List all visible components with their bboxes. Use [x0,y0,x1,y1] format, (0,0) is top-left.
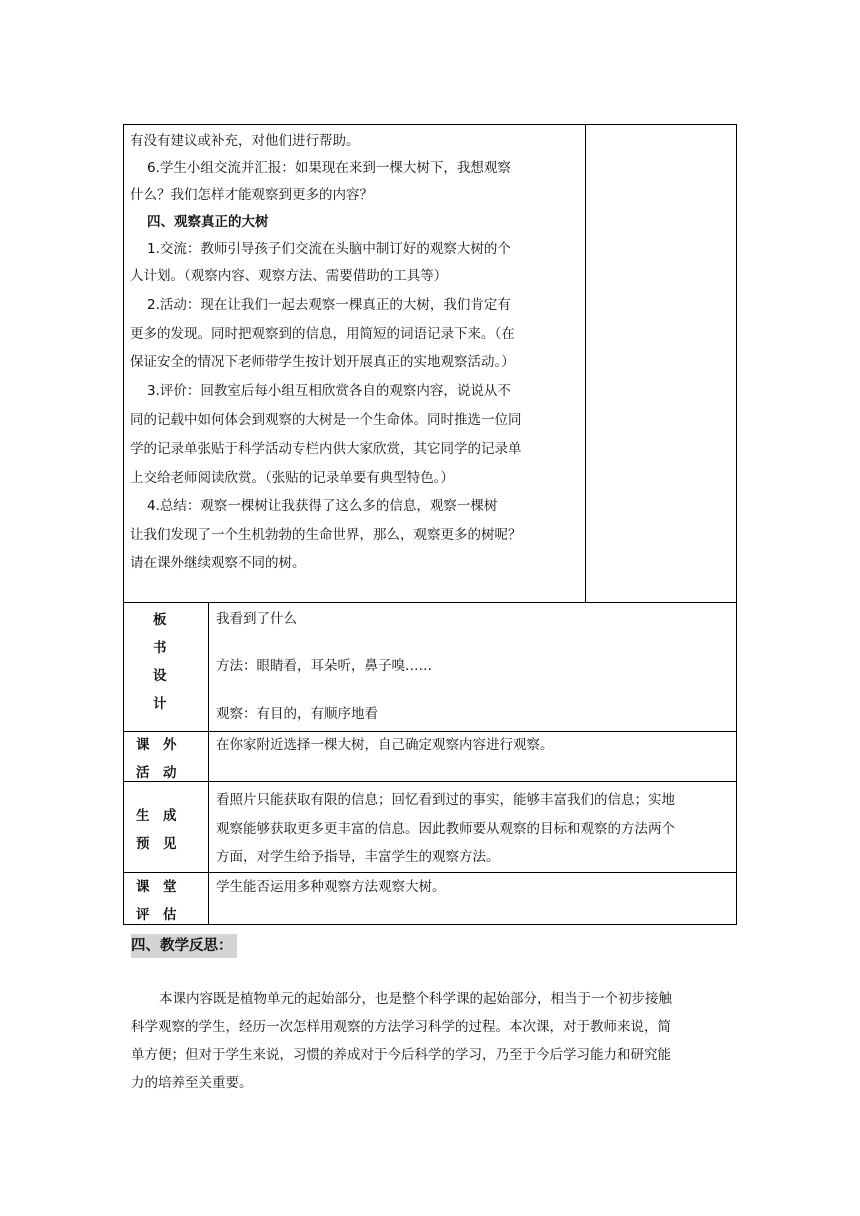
reflection-line: 科学观察的学生，经历一次怎样用观察的方法学习科学的过程。本次课，对于教师来说，简 [131,1019,671,1035]
label-line: 课 堂 [136,879,177,895]
reflection-heading: 四、教学反思： [131,934,237,958]
label-char: 书 [153,640,167,656]
lesson-line: 人计划。（观察内容、观察方法、需要借助的工具等） [130,268,448,284]
lesson-line: 保证安全的情况下老师带学生按计划开展真正的实地观察活动。） [130,354,515,370]
reflection-line: 本课内容既是植物单元的起始部分，也是整个科学课的起始部分，相当于一个初步接触 [159,991,672,1007]
lesson-line: 6.学生小组交流并汇报：如果现在来到一棵大树下，我想观察 [147,160,511,176]
column-divider [208,602,209,924]
lesson-line: 什么？我们怎样才能观察到更多的内容？ [130,187,373,203]
lesson-line: 请在课外继续观察不同的树。 [130,555,306,571]
label-line: 预 见 [136,836,177,852]
lesson-line: 3.评价：回教室后每小组互相欣赏各自的观察内容，说说从不 [147,383,511,399]
label-line: 活 动 [136,765,177,781]
lesson-plan-table [123,124,737,925]
section-heading: 四、观察真正的大树 [147,214,269,230]
label-line: 生 成 [136,808,177,824]
outside-activity-text: 在你家附近选择一棵大树，自己确定观察内容进行观察。 [216,737,554,753]
lesson-line: 学的记录单张贴于科学活动专栏内供大家欣赏，其它同学的记录单 [130,441,522,457]
preview-line: 观察能够获取更多更丰富的信息。因此教师要从观察的目标和观察的方法两个 [216,821,675,837]
label-char: 板 [153,612,167,628]
lesson-line: 有没有建议或补充，对他们进行帮助。 [130,133,360,149]
label-line: 评 估 [136,907,177,923]
lesson-line: 让我们发现了一个生机勃勃的生命世界，那么，观察更多的树呢？ [130,527,522,543]
row-divider [124,602,736,603]
preview-line: 方面，对学生给予指导，丰富学生的观察方法。 [216,849,500,865]
lesson-line: 同的记载中如何体会到观察的大树是一个生命体。同时推选一位同 [130,412,522,428]
board-line: 方法：眼睛看，耳朵听，鼻子嗅…… [216,658,432,674]
lesson-line: 1.交流：教师引导孩子们交流在头脑中制订好的观察大树的个 [147,241,511,257]
column-divider [585,125,586,602]
label-line: 课 外 [136,737,177,753]
reflection-line: 单方便；但对于学生来说，习惯的养成对于今后科学的学习，乃至于今后学习能力和研究能 [131,1047,671,1063]
row-divider [124,872,736,873]
board-line: 我看到了什么 [216,611,297,627]
class-evaluation-text: 学生能否运用多种观察方法观察大树。 [216,879,446,895]
lesson-line: 上交给老师阅读欣赏。（张贴的记录单要有典型特色。） [130,470,454,486]
reflection-line: 力的培养至关重要。 [131,1075,253,1091]
row-divider [124,781,736,782]
row-divider [124,731,736,732]
label-char: 设 [153,668,167,684]
label-char: 计 [153,696,167,712]
lesson-line: 更多的发现。同时把观察到的信息，用简短的词语记录下来。（在 [130,326,515,342]
lesson-line: 4.总结：观察一棵树让我获得了这么多的信息，观察一棵树 [147,498,498,514]
preview-line: 看照片只能获取有限的信息；回忆看到过的事实，能够丰富我们的信息；实地 [216,792,675,808]
lesson-line: 2.活动：现在让我们一起去观察一棵真正的大树，我们肯定有 [147,297,511,313]
board-line: 观察：有目的，有顺序地看 [216,706,378,722]
